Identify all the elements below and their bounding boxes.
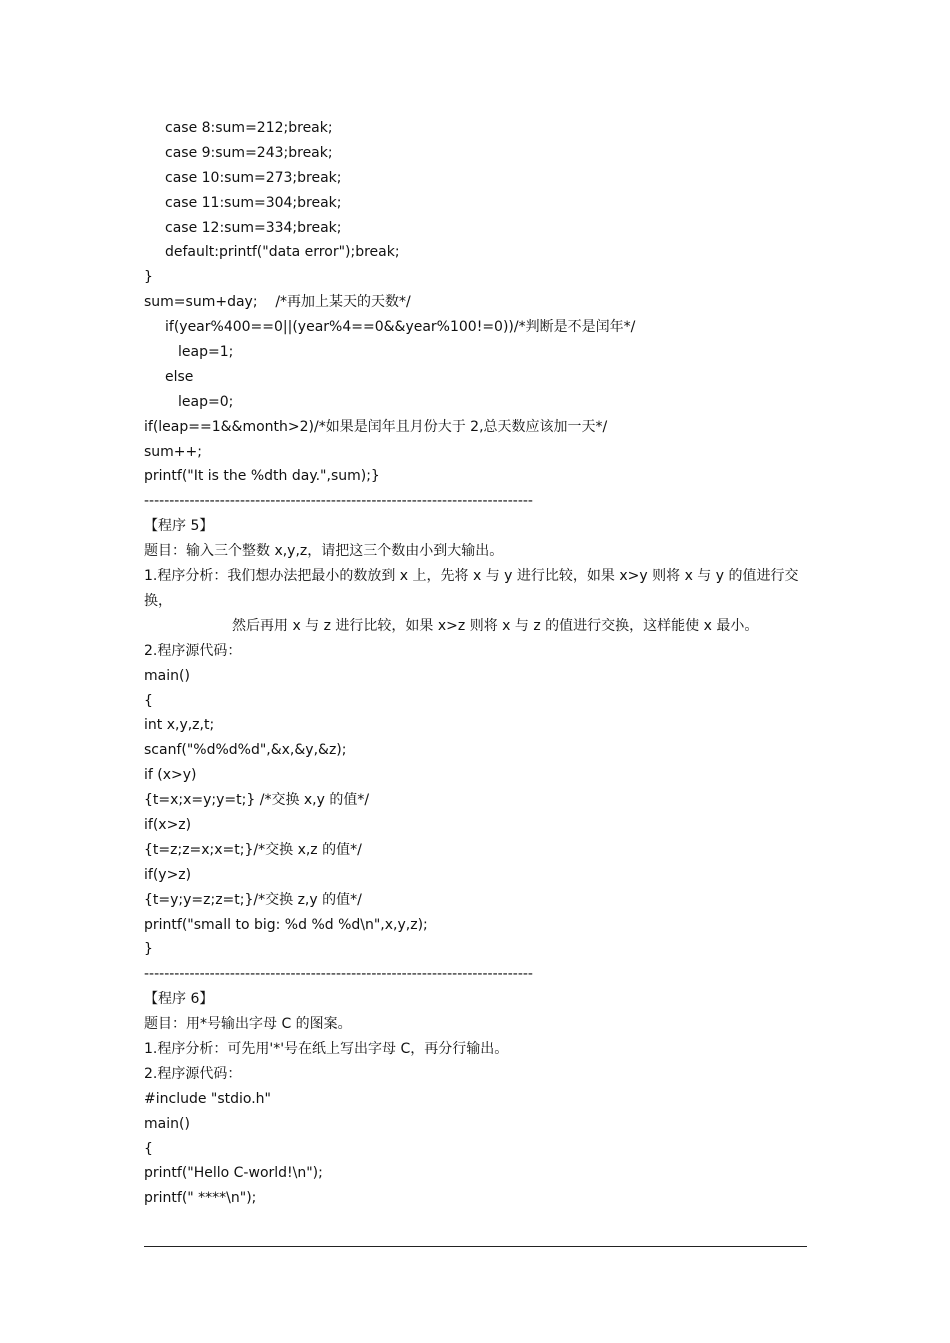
code-line: {t=y;y=z;z=t;}/*交换 z,y 的值*/	[144, 891, 362, 908]
code-line: main()	[144, 667, 190, 684]
code-line: sum++;	[144, 443, 202, 460]
code-line: scanf("%d%d%d",&x,&y,&z);	[144, 742, 347, 759]
code-line: else	[165, 368, 194, 385]
code-line: }	[144, 941, 153, 958]
program-heading: 【程序 6】	[144, 991, 214, 1008]
code-line: case 11:sum=304;break;	[165, 194, 342, 211]
analysis-text: 1.程序分析：我们想办法把最小的数放到 x 上，先将 x 与 y 进行比较，如果 x>y 则将 x 与 y 的值进行交换，	[144, 568, 799, 609]
source-heading: 2.程序源代码：	[144, 642, 242, 659]
program-heading: 【程序 5】	[144, 518, 214, 535]
code-line: if(y>z)	[144, 866, 192, 883]
code-line: leap=0;	[178, 393, 234, 410]
code-line: }	[144, 269, 153, 286]
document-body	[144, 116, 808, 1211]
code-line: case 12:sum=334;break;	[165, 219, 342, 236]
code-line: {	[144, 1140, 153, 1157]
code-line: main()	[144, 1115, 190, 1132]
code-line: if(x>z)	[144, 816, 192, 833]
code-line: #include "stdio.h"	[144, 1090, 271, 1107]
section-divider: -----------------------------------------------------------------------------	[144, 493, 533, 510]
code-line: int x,y,z,t;	[144, 717, 215, 734]
code-line: printf("It is the %dth day.",sum);}	[144, 468, 380, 485]
code-line: case 10:sum=273;break;	[165, 169, 342, 186]
code-line: case 8:sum=212;break;	[165, 120, 333, 136]
code-line: {t=z;z=x;x=t;}/*交换 x,z 的值*/	[144, 841, 362, 858]
code-line: {	[144, 692, 153, 709]
analysis-text: 1.程序分析：可先用'*'号在纸上写出字母 C，再分行输出。	[144, 1040, 509, 1057]
code-line: if(year%400==0||(year%4==0&&year%100!=0))/*判断是不是闰年*/	[165, 319, 636, 336]
source-heading: 2.程序源代码：	[144, 1065, 242, 1082]
code-line: leap=1;	[178, 344, 234, 361]
code-line: {t=x;x=y;y=t;} /*交换 x,y 的值*/	[144, 792, 370, 809]
footer-rule	[144, 1246, 807, 1247]
code-line: case 9:sum=243;break;	[165, 144, 333, 161]
analysis-text: 然后再用 x 与 z 进行比较，如果 x>z 则将 x 与 z 的值进行交换，这样能使 x 最小。	[232, 617, 759, 634]
code-line: printf(" ****\n");	[144, 1190, 257, 1207]
problem-statement: 题目：输入三个整数 x,y,z，请把这三个数由小到大输出。	[144, 543, 504, 560]
code-line: if(leap==1&&month>2)/*如果是闰年且月份大于 2,总天数应该加一天*/	[144, 418, 608, 435]
problem-statement: 题目：用*号输出字母 C 的图案。	[144, 1016, 352, 1033]
code-line: sum=sum+day; /*再加上某天的天数*/	[144, 294, 411, 311]
code-line: default:printf("data error");break;	[165, 244, 400, 261]
code-line: if (x>y)	[144, 767, 197, 784]
code-line: printf("small to big: %d %d %d\n",x,y,z);	[144, 916, 428, 933]
section-divider: -----------------------------------------------------------------------------	[144, 966, 533, 983]
code-line: printf("Hello C-world!\n");	[144, 1165, 323, 1182]
